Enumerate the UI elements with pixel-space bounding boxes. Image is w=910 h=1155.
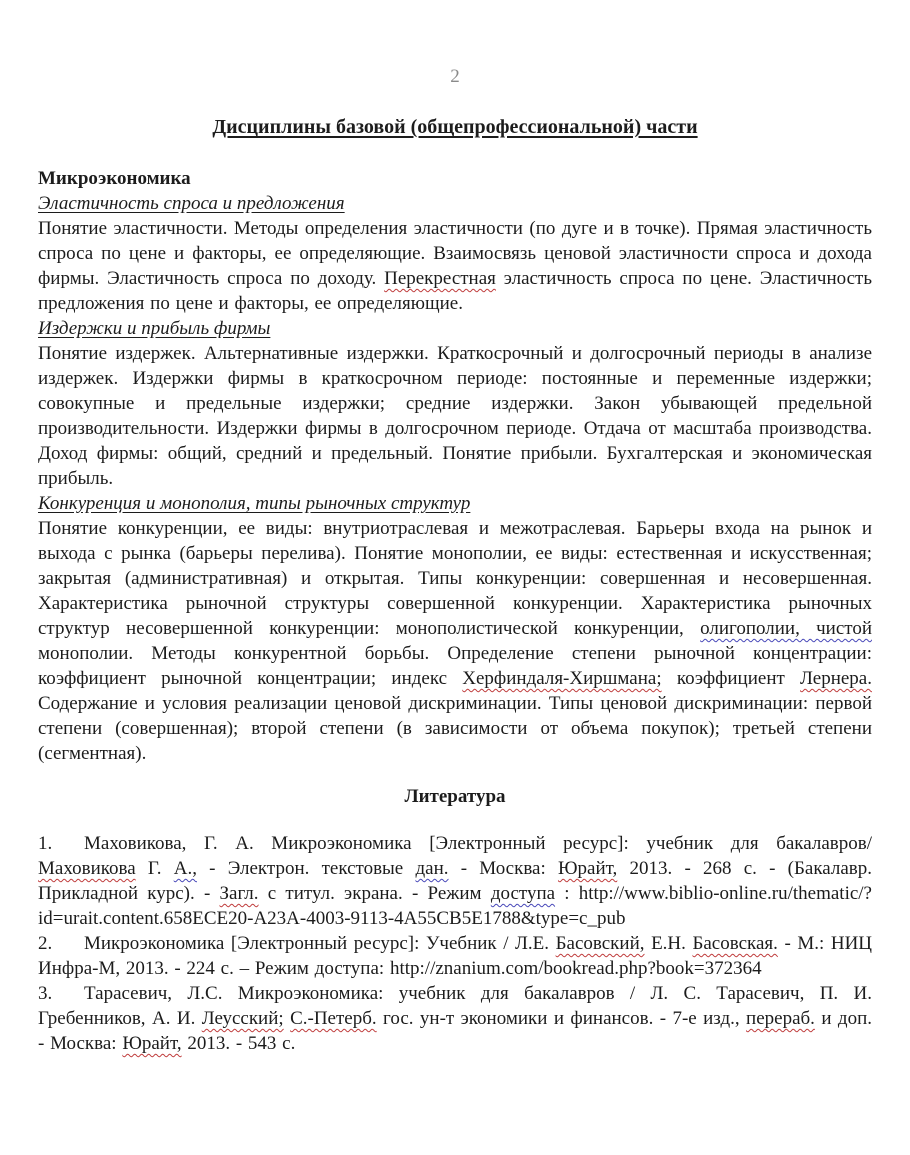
subsection-heading-competition-monopoly: Конкуренция и монополия, типы рыночных структур bbox=[38, 493, 471, 514]
text-run: Маховикова, Г. А. Микроэкономика [Электронный ресурс]: учебник для бакалавров/ bbox=[84, 833, 872, 854]
text-run: 2013. - 268 с. - (Бакалавр. Прикладной курс). - bbox=[38, 858, 873, 904]
text-run: - М.: НИЦ Инфра-М, 2013. - 224 с. – Режим доступа: bbox=[38, 933, 873, 979]
paragraph-competition-monopoly bbox=[38, 516, 872, 766]
text-run: Понятие конкуренции, ее виды: внутриотраслевая и межотраслевая. Барьеры входа на рынок и выхода с рынка (барьеры перелива). Понятие монополии, ее виды: естественная и искусственная; закрытая (административная) и открытая. Типы конкуренции: совершенная и несовершенная. Характеристика рыночной структуры совершенной конкуренции. Характеристика рыночных структур несовершенной конкуренции: монополистической конкуренции, bbox=[38, 518, 872, 639]
list-item-number: 2. bbox=[38, 933, 53, 954]
text-run: и доп. - Москва: bbox=[38, 1008, 873, 1054]
paragraph-costs-profit bbox=[38, 341, 872, 491]
text-run: Содержание и условия реализации ценовой дискриминации. Типы ценовой дискриминации: первой степени (совершенная); второй степени (в зависимости от объема покупок); третьей степени (сегментная). bbox=[38, 693, 872, 764]
text-run: : bbox=[555, 883, 579, 904]
section-heading-microeconomics: Микроэкономика bbox=[38, 168, 191, 189]
spellcheck-red-word: С.-Петерб. bbox=[290, 1008, 377, 1029]
text-run: Тарасевич, Л.С. Микроэкономика: учебник для бакалавров / Л. С. Тарасевич, П. И. Гребенников, А. И. bbox=[38, 983, 872, 1029]
page-number: 2 bbox=[450, 66, 460, 87]
text-run: гос. ун-т экономики и финансов. - 7-е изд., bbox=[376, 1008, 747, 1029]
spellcheck-red-word: Маховикова bbox=[38, 858, 136, 879]
spellcheck-red-word: Басовская. bbox=[692, 933, 778, 954]
text-run: Е.Н. bbox=[644, 933, 693, 954]
url-text: http://znanium.com/bookread.php?book=372364 bbox=[389, 958, 762, 979]
spellcheck-red-word: Леусский; bbox=[201, 1008, 284, 1029]
text-run: с титул. экрана. - Режим bbox=[258, 883, 491, 904]
list-item-number: 1. bbox=[38, 833, 53, 854]
spellcheck-red-word: Басовский, bbox=[555, 933, 645, 954]
spellcheck-blue-word: А., bbox=[173, 858, 197, 879]
spellcheck-red-word: перераб. bbox=[746, 1008, 815, 1029]
text-run: - Электрон. текстовые bbox=[196, 858, 416, 879]
reference-item-1 bbox=[38, 831, 872, 931]
paragraph-elasticity bbox=[38, 216, 872, 316]
text-run: Понятие издержек. Альтернативные издержки. Краткосрочный и долгосрочный периоды в анализе издержек. Издержки фирмы в краткосрочном периоде: постоянные и переменные издержки; совокупные и предельные издержки; средние издержки. Закон убывающей предельной производительности. Издержки фирмы в долгосрочном периоде. Отдача от масштаба производства. Доход фирмы: общий, средний и предельный. Понятие прибыли. Бухгалтерская и экономическая прибыль. bbox=[38, 343, 872, 489]
spellcheck-red-word: Загл. bbox=[219, 883, 259, 904]
text-run: Понятие эластичности. Методы определения эластичности (по дуге и в точке). Прямая эластичность спроса по цене и факторы, ее определяющие. Взаимосвязь ценовой эластичности спроса и дохода фирмы. Эластичность спроса по доходу. bbox=[38, 218, 872, 289]
spellcheck-red-word: Перекрестная bbox=[384, 268, 496, 289]
spellcheck-red-word: Юрайт, bbox=[557, 858, 618, 879]
reference-item-2 bbox=[38, 931, 872, 981]
url-text: http://www.biblio-online.ru/thematic/?id=urait.content.658ECE20-A23A-4003-9113-4A55CB5E1788&type=c_pub bbox=[38, 883, 872, 929]
text-run: эластичность спроса по цене. Эластичность предложения по цене и факторы, ее определяющие. bbox=[38, 268, 873, 314]
spellcheck-red-word: Херфиндаля-Хиршмана; bbox=[462, 668, 662, 689]
text-run: монополии. Методы конкурентной борьбы. Определение степени рыночной концентрации: коэффициент рыночной концентрации; индекс bbox=[38, 643, 872, 689]
spellcheck-blue-word: дан. bbox=[415, 858, 449, 879]
spellcheck-blue-word: доступа bbox=[490, 883, 556, 904]
spellcheck-red-word: Лернера. bbox=[800, 668, 872, 689]
text-run: коэффициент bbox=[661, 668, 801, 689]
text-run: Г. bbox=[135, 858, 174, 879]
subsection-heading-costs-profit: Издержки и прибыль фирмы bbox=[38, 318, 271, 339]
spellcheck-red-word: Юрайт, bbox=[122, 1033, 182, 1054]
text-run: - Москва: bbox=[448, 858, 558, 879]
reference-item-3 bbox=[38, 981, 872, 1056]
text-run: Микроэкономика [Электронный ресурс]: Учебник / Л.Е. bbox=[84, 933, 556, 954]
text-run: 2013. - 543 с. bbox=[181, 1033, 296, 1054]
subsection-heading-elasticity: Эластичность спроса и предложения bbox=[38, 193, 345, 214]
list-item-number: 3. bbox=[38, 983, 53, 1004]
document-title: Дисциплины базовой (общепрофессиональной) части bbox=[212, 116, 698, 138]
spellcheck-blue-word: олигополии, чистой bbox=[700, 618, 872, 639]
literature-heading: Литература bbox=[404, 786, 506, 807]
